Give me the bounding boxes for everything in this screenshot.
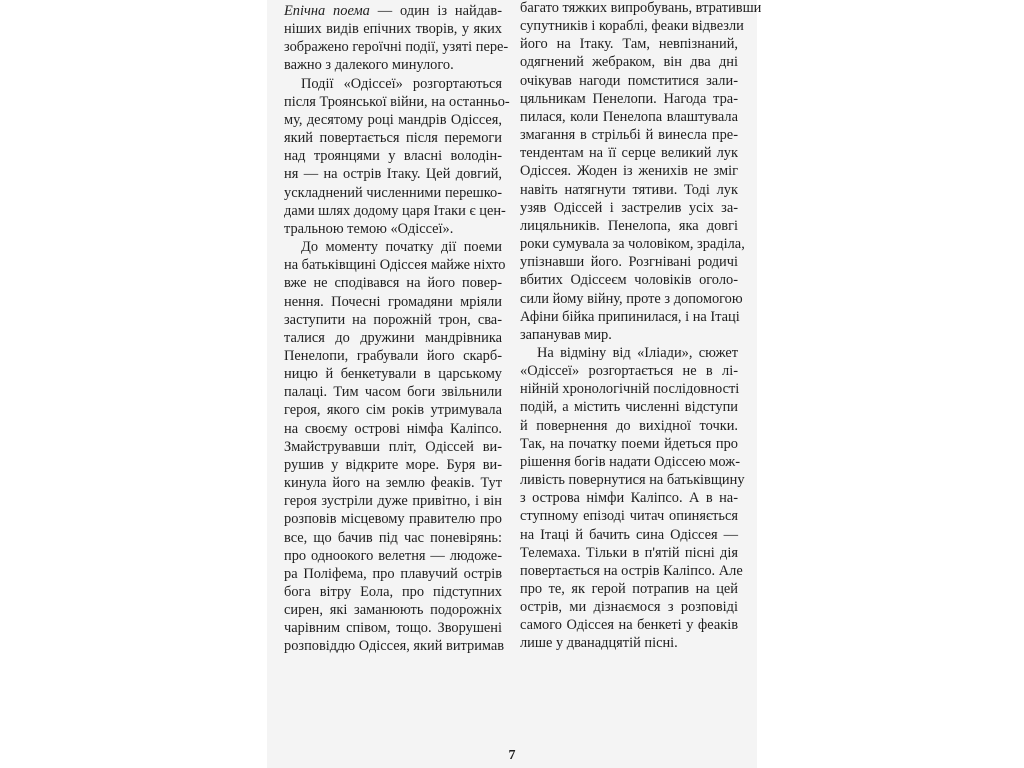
- line-text: нійній хронологічній послідовності: [520, 381, 740, 398]
- text-line: [520, 634, 738, 652]
- line-text: Одіссея. Жоден із женихів не зміг: [520, 163, 738, 180]
- line-text: розповів місцевому правителю про: [284, 511, 502, 528]
- text-line: [284, 220, 502, 238]
- text-line: [520, 72, 738, 90]
- text-line: [520, 398, 738, 416]
- line-text: зображено героїчні події, узяті пере-: [284, 39, 509, 56]
- line-text: рішення богів надати Одіссею мож-: [520, 453, 740, 470]
- line-text: над троянцями у власні володін-: [284, 148, 502, 165]
- text-line: [520, 526, 738, 544]
- line-text: Так, на початку поеми йдеться про: [520, 435, 738, 452]
- line-text: бога вітру Еола, про підступних: [284, 584, 502, 600]
- text-line: [520, 290, 743, 308]
- line-text: Афіни бійка припинилася, і на Ітаці: [520, 308, 740, 325]
- text-line: [520, 0, 762, 17]
- text-line: [520, 181, 738, 199]
- text-line: [520, 35, 738, 53]
- text-line: [284, 184, 502, 202]
- line-text: сирен, які заманюють подорожніх: [284, 602, 502, 619]
- text-line: [520, 580, 738, 598]
- line-text: який повертається після перемоги: [284, 130, 502, 147]
- line-text: Події «Одіссеї» розгортаються: [301, 75, 502, 92]
- line-text: талися до дружини мандрівника: [284, 329, 502, 346]
- text-line: [284, 474, 502, 492]
- line-text: — один із найдав-: [369, 3, 502, 19]
- line-text: ускладнений численними перешко-: [284, 184, 502, 201]
- line-text: тендентам на її серце великий лук: [520, 145, 738, 162]
- line-text: ливість повернутися на батьківщину: [520, 472, 745, 489]
- line-text: змагання в стрільбі й винесла пре-: [520, 127, 738, 144]
- text-line: [284, 38, 509, 56]
- text-line: [284, 274, 502, 292]
- text-line: [284, 438, 502, 456]
- text-line: [284, 383, 502, 401]
- line-text: цяльникам Пенелопи. Нагода тра-: [520, 90, 738, 107]
- text-line: [284, 601, 502, 619]
- line-text: подій, а містить численні відступи: [520, 399, 738, 416]
- text-line: [520, 144, 738, 162]
- text-line: [520, 417, 738, 435]
- text-line: [284, 347, 502, 365]
- line-text: рушив у відкрите море. Буря ви-: [284, 456, 502, 473]
- line-text: на своєму острові німфа Каліпсо.: [284, 420, 502, 437]
- line-text: й повернення до вихідної точки.: [520, 417, 738, 434]
- text-line: [520, 253, 738, 271]
- text-line: [520, 326, 738, 344]
- text-line: [284, 256, 506, 274]
- text-line: [284, 165, 502, 183]
- text-line: [284, 147, 502, 165]
- line-text: «Одіссеї» розгортається не в лі-: [520, 363, 738, 380]
- text-line: [284, 420, 502, 438]
- text-line: [284, 329, 502, 347]
- line-text: важно з далекого минулого.: [284, 57, 454, 74]
- line-text: про те, як герой потрапив на цей: [520, 581, 738, 597]
- line-text: упізнавши його. Розгнівані родичі: [520, 254, 738, 271]
- text-line: [520, 271, 738, 289]
- line-text: вбитих Одіссеєм чоловіків оголо-: [520, 272, 738, 289]
- line-text: багато тяжких випробувань, втративши: [520, 0, 762, 16]
- line-text: все, що бачив під час поневірянь:: [284, 529, 502, 546]
- text-line: [520, 562, 743, 580]
- line-text: До моменту початку дії поеми: [301, 239, 502, 256]
- line-text: на Ітаці й бачить сина Одіссея —: [520, 526, 738, 543]
- line-text: палаці. Тим часом боги звільнили: [284, 384, 502, 401]
- text-line: [520, 598, 738, 616]
- line-text: лицяльників. Пенелопа, яка довгі: [520, 217, 738, 234]
- line-text: про одноокого велетня — людоже-: [284, 547, 502, 564]
- text-line: [520, 435, 738, 453]
- text-line: [284, 293, 502, 311]
- text-line: [284, 456, 502, 474]
- text-line: [520, 217, 738, 235]
- text-line: [284, 111, 502, 129]
- text-line: [520, 616, 738, 634]
- line-text: на батьківщині Одіссея майже ніхто: [284, 257, 506, 274]
- line-text: острів, ми дізнаємося з розповіді: [520, 599, 738, 616]
- line-text: узяв Одіссей і застрелив усіх за-: [520, 199, 738, 216]
- line-text: чарівним співом, тощо. Зворушені: [284, 620, 502, 637]
- line-text: супутників і кораблі, феаки відвезли: [520, 18, 744, 35]
- text-line: [284, 401, 502, 419]
- text-line: [520, 235, 745, 253]
- text-line: [284, 510, 502, 528]
- line-text: розповіддю Одіссея, який витримав: [284, 638, 505, 655]
- text-line: [520, 471, 745, 489]
- line-text: повертається на острів Каліпсо. Але: [520, 562, 743, 579]
- line-text: вже не сподівався на його повер-: [284, 275, 502, 292]
- line-text: пилася, коли Пенелопа влаштувала: [520, 108, 738, 125]
- left-column-text: [284, 2, 510, 656]
- text-line: [520, 90, 738, 108]
- line-text: нення. Почесні громадяни мріяли: [284, 293, 502, 310]
- text-line: [284, 311, 502, 329]
- text-line: [520, 453, 738, 471]
- line-text: му, десятому році мандрів Одіссея,: [284, 111, 502, 128]
- line-text: На відміну від «Іліади», сюжет: [537, 344, 738, 361]
- italic-term: Епічна поема: [284, 3, 370, 19]
- line-text: Змайструвавши пліт, Одіссей ви-: [284, 438, 502, 455]
- text-line: [284, 365, 502, 383]
- line-text: ня — на острів Ітаку. Цей довгий,: [284, 166, 502, 183]
- text-line: [284, 529, 502, 547]
- line-text: лише у дванадцятій пісні.: [520, 635, 678, 652]
- text-line: [520, 362, 738, 380]
- text-line: [284, 56, 502, 74]
- line-text: запанував мир.: [520, 326, 612, 343]
- line-text: його на Ітаку. Там, невпізнаний,: [520, 36, 738, 53]
- line-text: героя зустріли дуже привітно, і він: [284, 493, 502, 510]
- line-text: ницю й бенкетували в царському: [284, 366, 502, 383]
- line-text: одягнений жебраком, він два дні: [520, 54, 738, 71]
- line-text: сили йому війну, проте з допомогою: [520, 290, 743, 307]
- line-text: ніших видів епічних творів, у яких: [284, 21, 502, 38]
- line-text: заступити на порожній трон, сва-: [284, 311, 502, 328]
- text-line: [520, 544, 738, 562]
- text-line: [284, 75, 502, 93]
- text-line: [520, 126, 738, 144]
- line-text: тральною темою «Одіссеї».: [284, 220, 454, 237]
- line-text: дами шлях додому царя Ітаки є цен-: [284, 202, 506, 219]
- text-line: [520, 199, 738, 217]
- line-text: кинула його на землю феаків. Тут: [284, 475, 502, 492]
- text-line: [284, 20, 502, 38]
- text-line: [284, 202, 506, 220]
- text-line: [284, 129, 502, 147]
- right-column-text: [520, 0, 762, 653]
- text-line: [284, 583, 502, 601]
- text-line: [284, 492, 502, 510]
- text-line: [284, 2, 502, 20]
- line-text: ступному епізоді читач опиняється: [520, 508, 738, 525]
- text-line: [284, 93, 510, 111]
- text-line: [284, 637, 505, 655]
- text-line: [520, 162, 738, 180]
- text-line: [520, 344, 738, 362]
- text-line: [520, 53, 738, 71]
- text-line: [520, 308, 738, 326]
- text-line: [520, 17, 744, 35]
- line-text: після Троянської війни, на останньо-: [284, 93, 510, 110]
- line-text: ра Поліфема, про плавучий острів: [284, 565, 502, 582]
- line-text: очікував нагоди помститися зали-: [520, 72, 738, 89]
- line-text: навіть натягнути тятиви. Тоді лук: [520, 181, 738, 198]
- line-text: роки сумувала за чоловіком, зраділа,: [520, 236, 745, 253]
- line-text: Телемаха. Тільки в п'ятій пісні дія: [520, 544, 738, 561]
- line-text: Пенелопи, грабували його скарб-: [284, 347, 502, 364]
- text-line: [520, 489, 738, 507]
- line-text: з острова німфи Каліпсо. А в на-: [520, 490, 738, 507]
- text-line: [284, 565, 502, 583]
- text-line: [520, 108, 738, 126]
- book-page: [267, 0, 762, 768]
- text-line: [284, 238, 502, 256]
- text-line: [520, 380, 738, 398]
- text-line: [520, 507, 738, 525]
- line-text: самого Одіссея на бенкеті у феаків: [520, 617, 738, 634]
- text-line: [284, 547, 502, 565]
- page-number: 7: [508, 748, 516, 763]
- line-text: героя, якого сім років утримувала: [284, 402, 502, 419]
- text-line: [284, 619, 502, 637]
